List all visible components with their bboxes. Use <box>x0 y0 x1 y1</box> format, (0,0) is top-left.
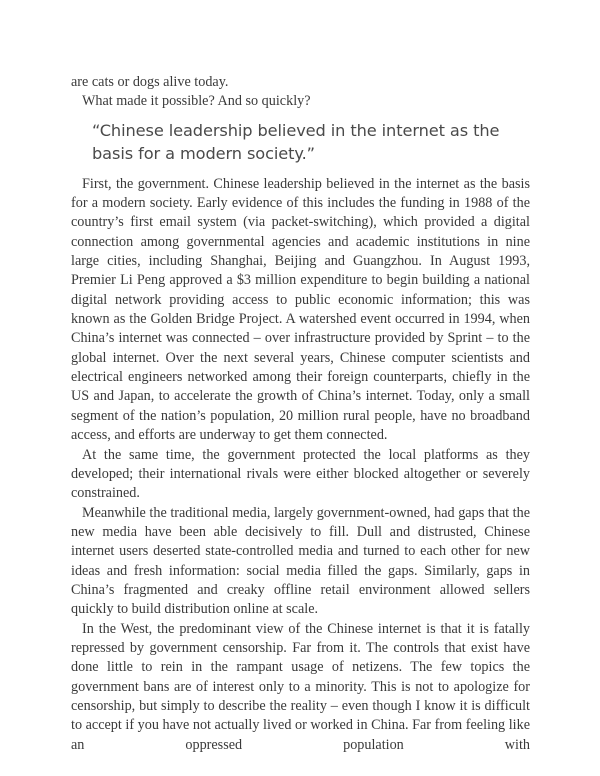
body-paragraph-protection: At the same time, the government protected the local platforms as they developed; their international rivals were either blocked altogether or severely constrained. <box>71 446 530 502</box>
book-page <box>71 73 530 755</box>
pull-quote: “Chinese leadership believed in the internet as the basis for a modern society.” <box>92 120 500 163</box>
body-paragraph-censorship: In the West, the predominant view of the Chinese internet is that it is fatally repressed by government censorship. Far from it. The controls that exist have done little to rein in the rampant usage of netizens. The few topics the government bans are of interest only to a minority. This is not to apologize for censorship, but simply to describe the reality – even though I know it is difficult to accept if you have not actually lived or worked in China. Far from feeling like an oppressed population with <box>71 620 530 753</box>
question-paragraph: What made it possible? And so quickly? <box>82 93 311 110</box>
body-paragraph-media: Meanwhile the traditional media, largely government-owned, had gaps that the new media have been able decisively to fill. Dull and distrusted, Chinese internet users deserted state-controlled media and turned to each other for new ideas and fresh information: social media filled the gaps. Similarly, gaps in China’s fragmented and creaky offline retail environment allowed sellers quickly to build distribution online at scale. <box>71 504 530 618</box>
body-paragraph-government: First, the government. Chinese leadership believed in the internet as the basis for a modern society. Early evidence of this includes the funding in 1988 of the country’s first email system (via packet-switching), which provided a digital connection among governmental agencies and academic institutions in nine large cities, including Shanghai, Beijing and Guangzhou. In August 1993, Premier Li Peng approved a $3 million expenditure to begin building a national digital network providing access to public economic information; this was known as the Golden Bridge Project. A watershed event occurred in 1994, when China’s internet was connected – over infrastructure provided by Sprint – to the global internet. Over the next several years, Chinese computer scientists and electrical engineers networked among their foreign counterparts, chiefly in the US and Japan, to accelerate the growth of China’s internet. Today, only a small segment of the nation’s population, 20 million rural people, have no broadband access, and efforts are underway to get them connected. <box>71 175 530 444</box>
continued-paragraph: are cats or dogs alive today. <box>71 74 229 90</box>
